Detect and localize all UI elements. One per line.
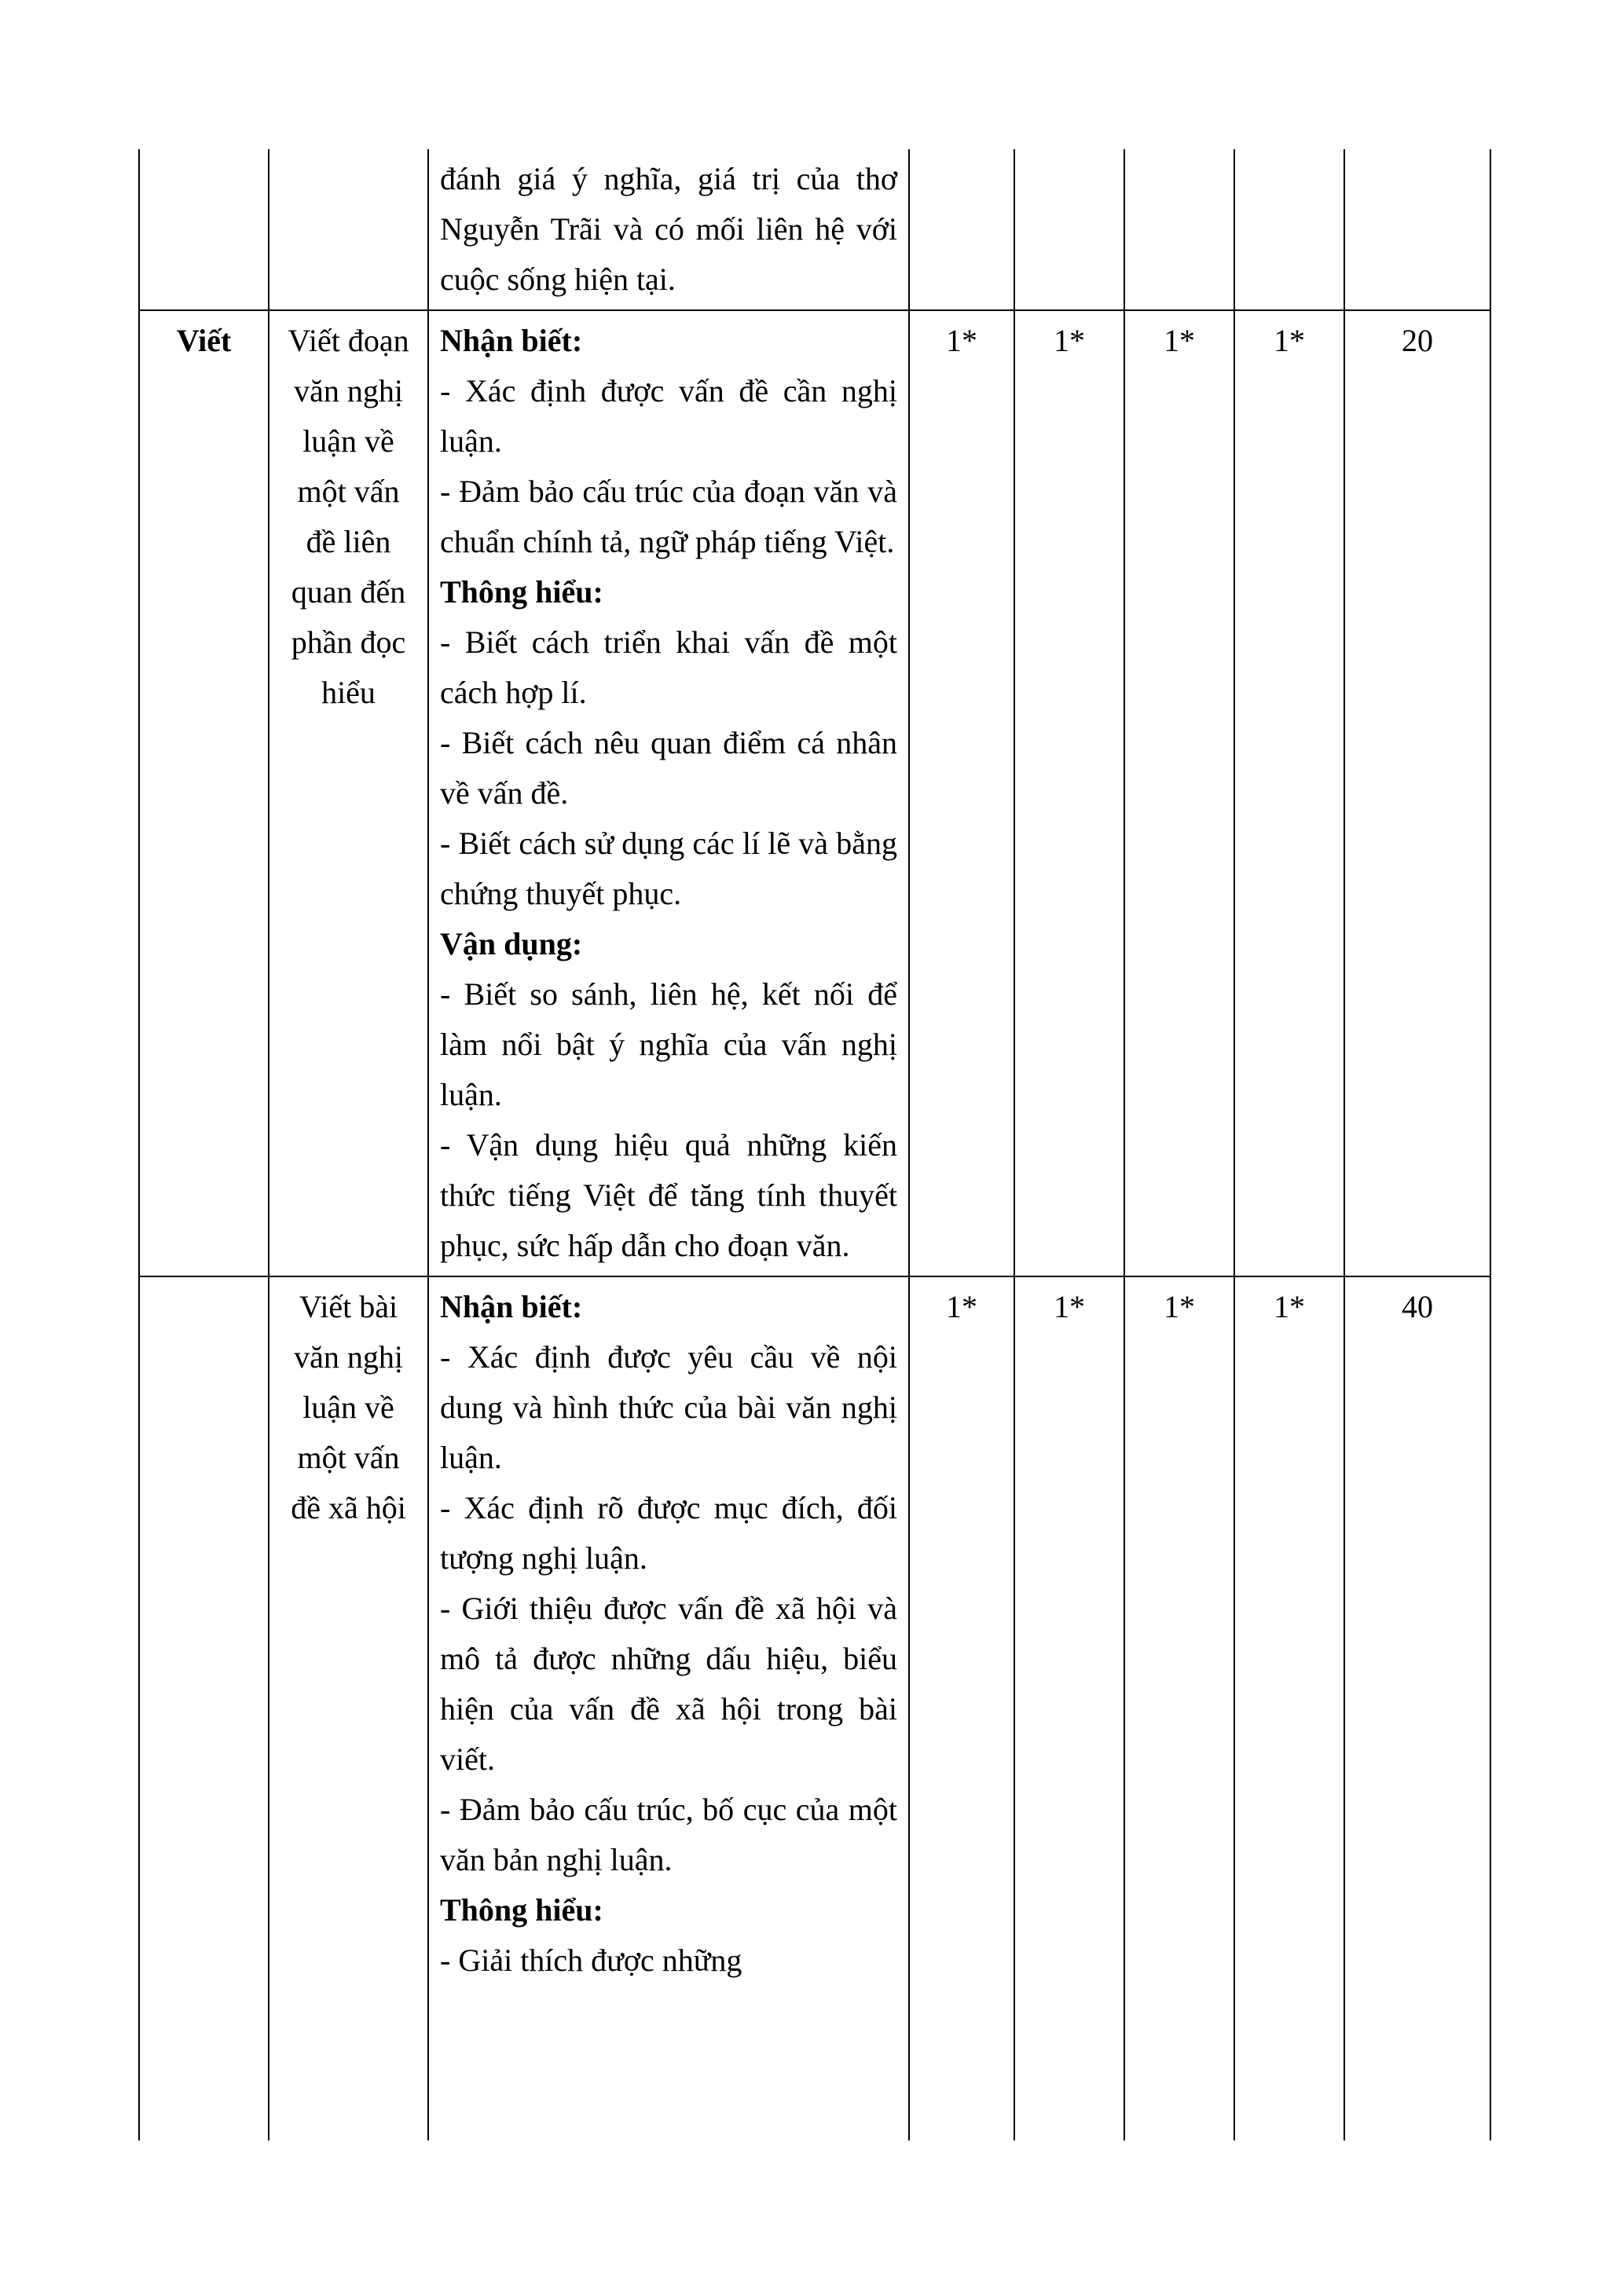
- skill-cell: [139, 1276, 269, 2140]
- level-cell: 1*: [909, 310, 1014, 1276]
- level-cell: 1*: [1124, 310, 1234, 1276]
- requirement-line: - Biết cách sử dụng các lí lẽ và bằng chứng thuyết phục.: [440, 826, 897, 911]
- skill-cell: Viết: [139, 310, 269, 1276]
- requirement-line: - Biết cách nêu quan điểm cá nhân về vấn đề.: [440, 725, 897, 811]
- level-cell: [1124, 149, 1234, 310]
- level-cell: 1*: [1124, 1276, 1234, 2140]
- total-cell: [1344, 149, 1490, 310]
- requirement-line: - Giải thích được những: [440, 1943, 742, 1978]
- level-cell: 1*: [1014, 310, 1124, 1276]
- requirement-heading: Thông hiểu:: [440, 574, 603, 610]
- total-cell: 40: [1344, 1276, 1490, 2140]
- skill-cell: [139, 149, 269, 310]
- level-cell: 1*: [1234, 310, 1344, 1276]
- requirement-heading: Thông hiểu:: [440, 1892, 603, 1928]
- content-cell: [269, 149, 428, 310]
- content-cell: Viết bài văn nghị luận về một vấn đề xã hội: [269, 1276, 428, 2140]
- requirement-line: - Giới thiệu được vấn đề xã hội và mô tả được những dấu hiệu, biểu hiện của vấn đề xã hội trong bài viết.: [440, 1591, 897, 1777]
- level-cell: 1*: [909, 1276, 1014, 2140]
- table-row: [139, 1276, 1490, 2140]
- level-cell: [909, 149, 1014, 310]
- table-row: [139, 149, 1490, 310]
- requirements-cell: [428, 149, 909, 310]
- requirement-line: - Vận dụng hiệu quả những kiến thức tiếng Việt để tăng tính thuyết phục, sức hấp dẫn cho đoạn văn.: [440, 1127, 897, 1263]
- requirement-line: đánh giá ý nghĩa, giá trị của thơ Nguyễn Trãi và có mối liên hệ với cuộc sống hiện tại.: [440, 161, 897, 297]
- total-cell: 20: [1344, 310, 1490, 1276]
- requirement-heading: Nhận biết:: [440, 1289, 583, 1324]
- content-cell: Viết đoạn văn nghị luận về một vấn đề liên quan đến phần đọc hiểu: [269, 310, 428, 1276]
- requirements-cell: [428, 310, 909, 1276]
- level-cell: 1*: [1234, 1276, 1344, 2140]
- requirement-line: - Xác định rõ được mục đích, đối tượng nghị luận.: [440, 1490, 897, 1576]
- requirement-line: - Xác định được vấn đề cần nghị luận.: [440, 373, 897, 459]
- requirement-heading: Nhận biết:: [440, 323, 583, 358]
- requirement-line: - Đảm bảo cấu trúc, bố cục của một văn bản nghị luận.: [440, 1792, 897, 1877]
- requirement-heading: Vận dụng:: [440, 926, 583, 961]
- requirement-line: - Xác định được yêu cầu về nội dung và hình thức của bài văn nghị luận.: [440, 1339, 897, 1475]
- requirement-line: - Biết so sánh, liên hệ, kết nối để làm nổi bật ý nghĩa của vấn nghị luận.: [440, 976, 897, 1112]
- level-cell: 1*: [1014, 1276, 1124, 2140]
- requirement-line: - Đảm bảo cấu trúc của đoạn văn và chuẩn chính tả, ngữ pháp tiếng Việt.: [440, 474, 897, 559]
- requirement-line: - Biết cách triển khai vấn đề một cách hợp lí.: [440, 624, 897, 710]
- assessment-matrix-table: [138, 149, 1491, 2140]
- table-row: [139, 310, 1490, 1276]
- requirements-cell: [428, 1276, 909, 2140]
- level-cell: [1234, 149, 1344, 310]
- table-body: [139, 149, 1490, 2140]
- level-cell: [1014, 149, 1124, 310]
